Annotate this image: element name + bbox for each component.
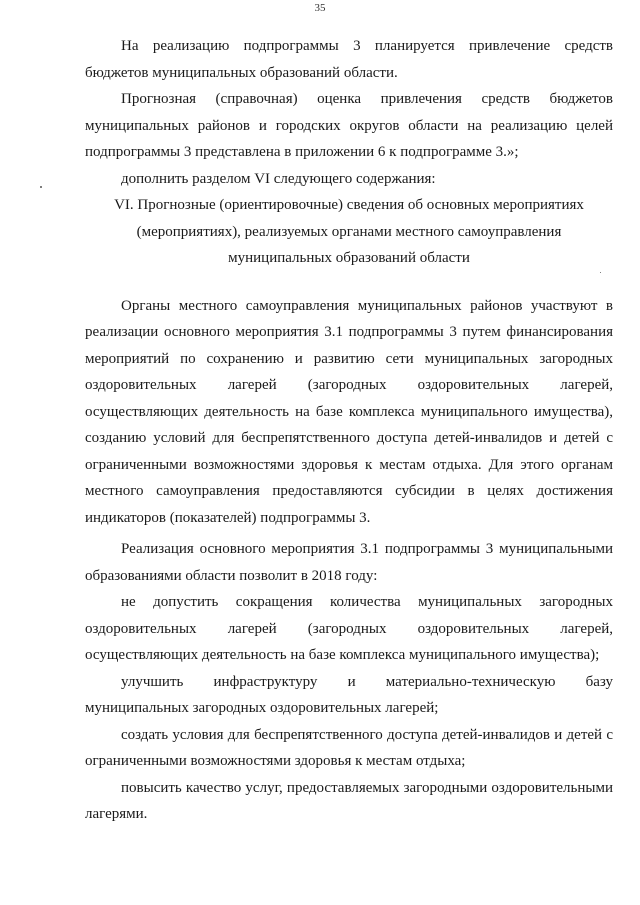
document-body xyxy=(85,33,613,828)
section-heading-line-2: (мероприятиях), реализуемых органами местного самоуправления xyxy=(136,223,562,240)
section-heading-line-3: муниципальных образований области xyxy=(228,250,470,266)
paragraph-implementation: Реализация основного мероприятия 3.1 подпрограммы 3 муниципальными образованиями области позволит в 2018 году: xyxy=(85,541,613,584)
page-number: 35 xyxy=(314,2,326,14)
section-heading-line-1: VI. Прогнозные (ориентировочные) сведения об основных мероприятиях xyxy=(114,197,584,213)
paragraph-local-authorities: Органы местного самоуправления муниципальных районов участвуют в реализации основного мероприятия 3.1 подпрограммы 3 путем финансирования мероприятий по сохранению и развитию сети муниципальных загородных оздоровительных лагерей (загородных оздоровительных лагерей, осуществляющих деятельность на базе комплекса муниципального имущества), созданию условий для беспрепятственного доступа детей-инвалидов и детей с ограниченными возможностями здоровья к местам отдыха. Для этого органам местного самоуправления предоставляются субсидии в целях достижения индикаторов (показателей) подпрограммы 3. xyxy=(85,297,613,526)
paragraph-add-section: дополнить разделом VI следующего содержания: xyxy=(121,170,436,187)
scan-speck xyxy=(40,186,42,188)
section-heading xyxy=(85,192,613,272)
paragraph-budget-funding: На реализацию подпрограммы 3 планируется привлечение средств бюджетов муниципальных образований области. xyxy=(85,38,613,81)
list-item-infrastructure: улучшить инфраструктуру и материально-техническую базу муниципальных загородных оздоровительных лагерей; xyxy=(85,673,613,716)
list-item-accessibility: создать условия для беспрепятственного доступа детей-инвалидов и детей с ограниченными возможностями здоровья к местам отдыха; xyxy=(85,726,613,769)
paragraph-forecast-estimate: Прогнозная (справочная) оценка привлечения средств бюджетов муниципальных районов и городских округов области на реализацию целей подпрограммы 3 представлена в приложении 6 к подпрограмме 3.»; xyxy=(85,91,613,160)
list-item-no-reduction: не допустить сокращения количества муниципальных загородных оздоровительных лагерей (загородных оздоровительных лагерей, осуществляющих деятельность на базе комплекса муниципального имущества); xyxy=(85,594,613,663)
list-item-quality: повысить качество услуг, предоставляемых загородными оздоровительными лагерями. xyxy=(85,779,613,822)
